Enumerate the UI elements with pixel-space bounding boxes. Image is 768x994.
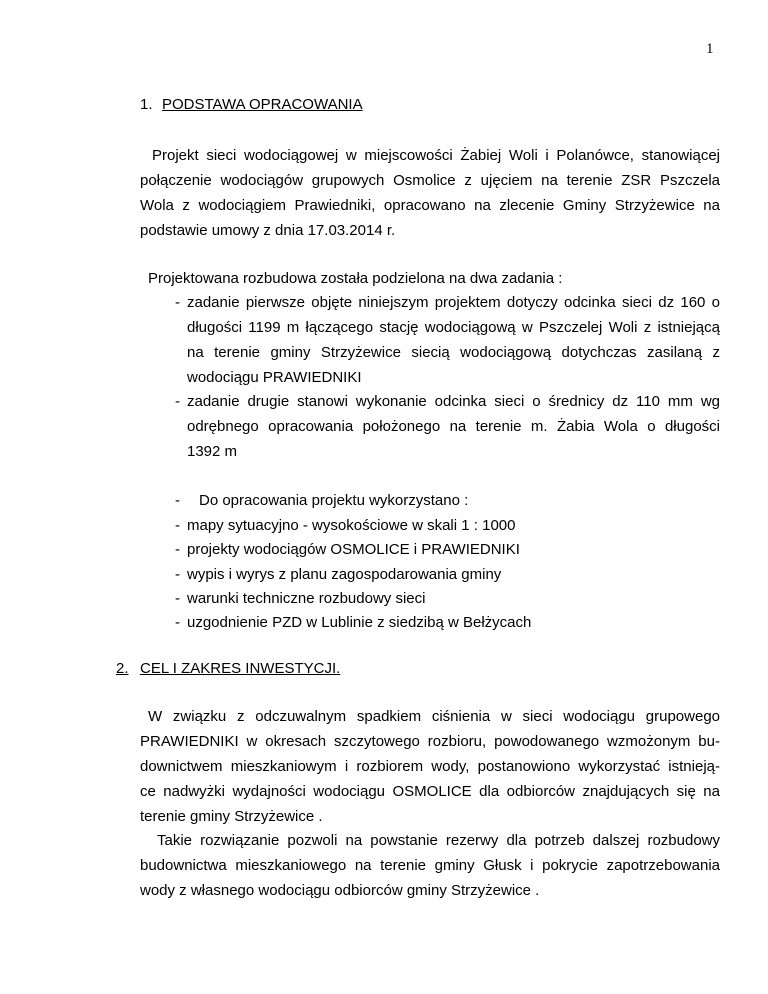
task-2-dash: - (175, 393, 180, 410)
s1-paragraph-line-4: podstawie umowy z dnia 17.03.2014 r. (140, 222, 396, 239)
material-dash: - (175, 590, 180, 607)
task-1-line-2: długości 1199 m łączącego stację wodociągową w Pszczelej Woli z istniejącą (187, 319, 720, 336)
material-item-1: mapy sytuacyjno - wysokościowe w skali 1 : 1000 (187, 517, 516, 534)
material-item-5: uzgodnienie PZD w Lublinie z siedzibą w Bełżycach (187, 614, 532, 631)
material-dash: - (175, 566, 180, 583)
section-1-title: PODSTAWA OPRACOWANIA (162, 96, 363, 113)
page-number: 1 (706, 41, 714, 57)
section-2-number: 2. (116, 660, 129, 677)
section-1-number: 1. (140, 96, 153, 113)
s2-p1-line-5: terenie gminy Strzyżewice . (140, 808, 323, 825)
s2-p1-line-3: downictwem mieszkaniowym i rozbiorem wody, postanowiono wykorzystać istnieją- (140, 758, 720, 775)
materials-intro: Do opracowania projektu wykorzystano : (199, 492, 469, 509)
task-1-line-1: zadanie pierwsze objęte niniejszym projektem dotyczy odcinka sieci dz 160 o (187, 294, 720, 311)
task-1-line-3: na terenie gminy Strzyżewice siecią wodociągową dotychczas zasilaną z (187, 344, 720, 361)
s2-p1-line-2: PRAWIEDNIKI w okresach szczytowego rozbioru, powodowanego wzmożonym bu- (140, 733, 720, 750)
material-item-3: wypis i wyrys z planu zagospodarowania gminy (187, 566, 502, 583)
material-dash: - (175, 541, 180, 558)
material-dash: - (175, 517, 180, 534)
s2-p2-line-2: budownictwa mieszkaniowego na terenie gminy Głusk i pokrycie zapotrzebowania (140, 857, 720, 874)
task-1-dash: - (175, 294, 180, 311)
materials-intro-dash: - (175, 492, 180, 509)
task-2-line-3: 1392 m (187, 443, 238, 460)
s2-p2-line-1: Takie rozwiązanie pozwoli na powstanie rezerwy dla potrzeb dalszej rozbudowy (157, 832, 720, 849)
section-2-title: CEL I ZAKRES INWESTYCJI. (140, 660, 341, 677)
material-dash: - (175, 614, 180, 631)
s2-p1-line-1: W związku z odczuwalnym spadkiem ciśnienia w sieci wodociągu grupowego (148, 708, 720, 725)
s2-p2-line-3: wody z własnego wodociągu odbiorców gminy Strzyżewice . (140, 882, 540, 899)
material-item-4: warunki techniczne rozbudowy sieci (187, 590, 426, 607)
s1-intro: Projektowana rozbudowa została podzielona na dwa zadania : (148, 270, 563, 287)
s1-paragraph-line-1: Projekt sieci wodociągowej w miejscowości Żabiej Woli i Polanówce, stanowiącej (152, 147, 720, 164)
task-2-line-1: zadanie drugie stanowi wykonanie odcinka sieci o średnicy dz 110 mm wg (187, 393, 720, 410)
s2-p1-line-4: ce nadwyżki wydajności wodociągu OSMOLICE dla odbiorców znajdujących się na (140, 783, 720, 800)
task-1-line-4: wodociągu PRAWIEDNIKI (187, 369, 362, 386)
task-2-line-2: odrębnego opracowania położonego na terenie m. Żabia Wola o długości (187, 418, 720, 435)
s1-paragraph-line-3: Wola z wodociągiem Prawiedniki, opracowano na zlecenie Gminy Strzyżewice na (140, 197, 720, 214)
s1-paragraph-line-2: połączenie wodociągów grupowych Osmolice z ujęciem na terenie ZSR Pszczela (140, 172, 720, 189)
material-item-2: projekty wodociągów OSMOLICE i PRAWIEDNIKI (187, 541, 520, 558)
